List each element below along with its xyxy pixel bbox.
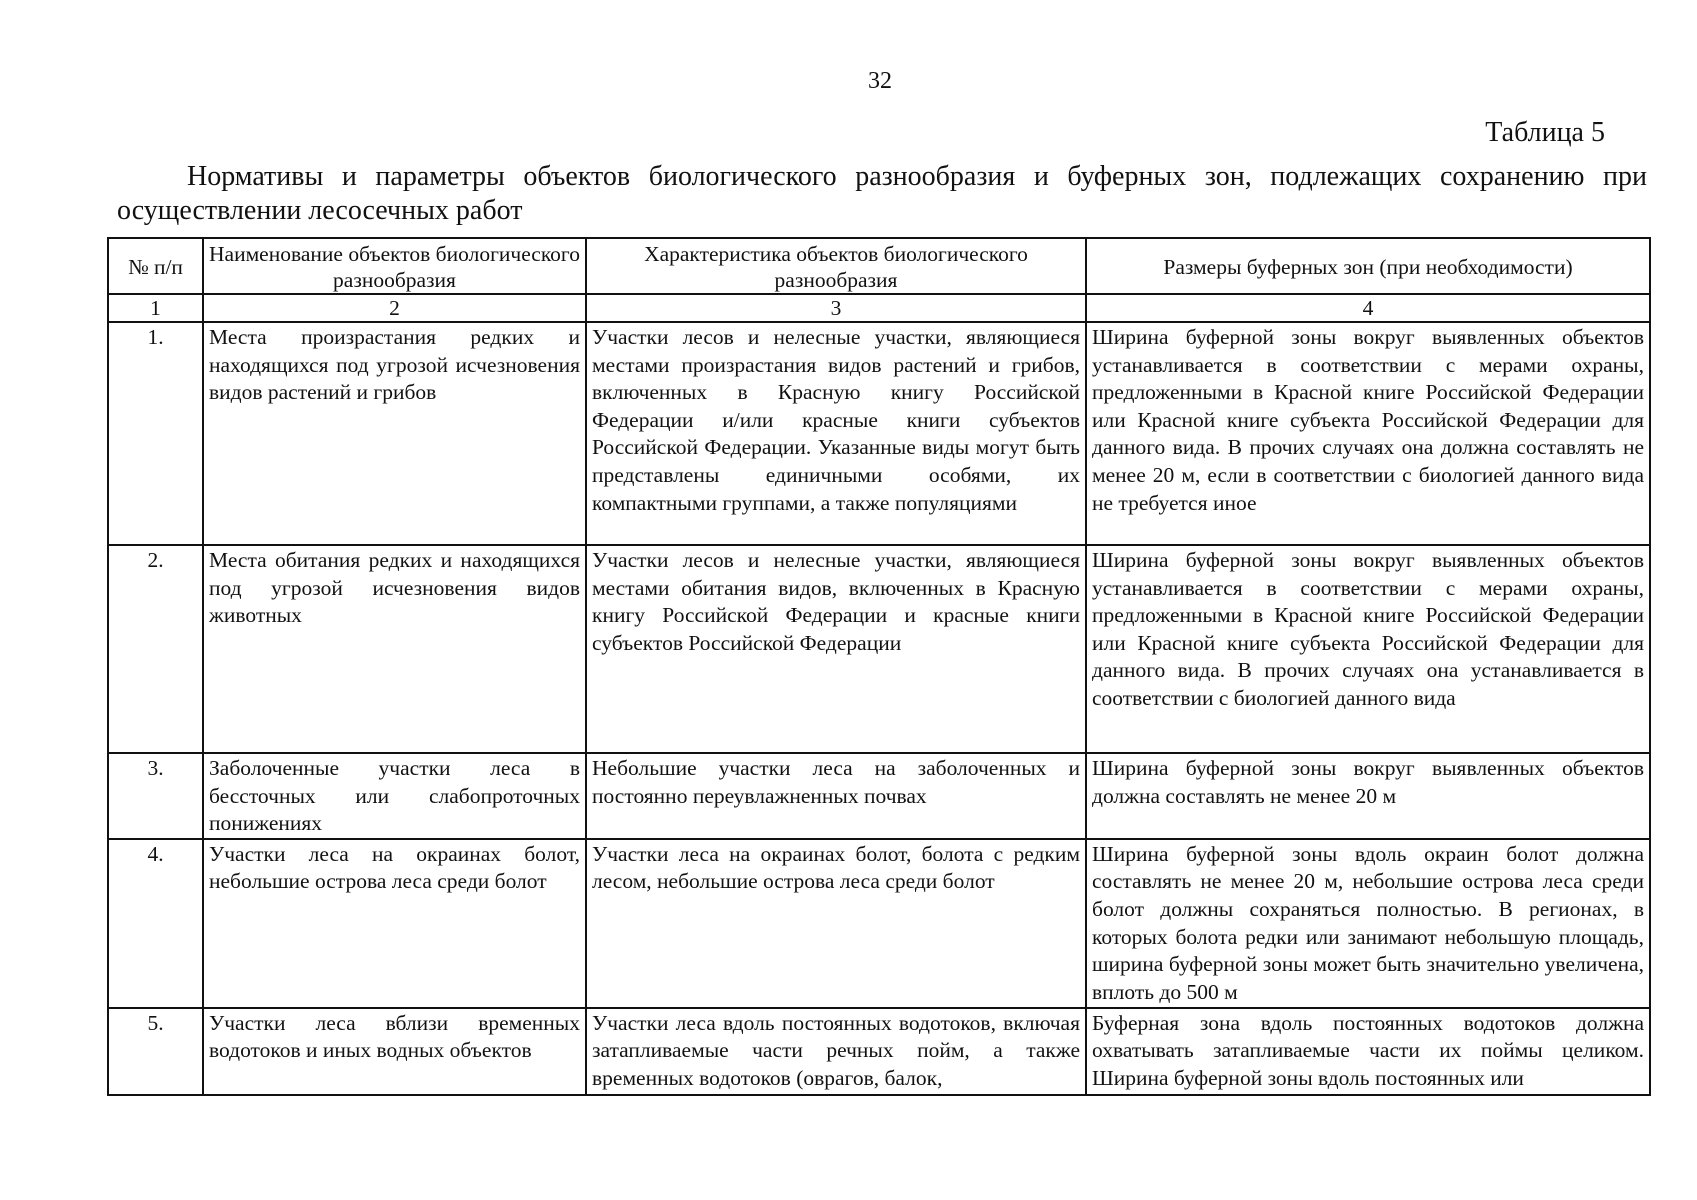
table-label: Таблица 5 (1485, 117, 1605, 148)
column-number: 3 (586, 294, 1086, 322)
object-characteristic: Участки лесов и нелесные участки, являющиеся местами произрастания видов растений и грибов, включенных в Красную книгу Российской Федерации и/или красные книги субъектов Российской Федерации. Указанные виды могут быть представлены единичными особями, их компактными группами, а также популяциями (586, 322, 1086, 545)
header-buffer-size: Размеры буферных зон (при необходимости) (1086, 238, 1650, 294)
norms-table (107, 237, 1651, 1096)
column-numbers-row (108, 294, 1650, 322)
object-characteristic: Небольшие участки леса на заболоченных и постоянно переувлажненных почвах (586, 753, 1086, 839)
buffer-zone-size-text: Буферная зона вдоль постоянных водотоков должна охватывать затапливаемые части их поймы целиком. Ширина буферной зоны вдоль постоянных или (1092, 1010, 1644, 1090)
buffer-zone-size: Ширина буферной зоны вокруг выявленных объектов устанавливается в соответствии с мерами охраны, предложенными в Красной книге Российской Федерации или Красной книге субъекта Российской Федерации для данного вида. В прочих случаях она должна составлять не менее 20 м, если в соответствии с биологией данного вида не требуется иное (1086, 322, 1650, 545)
object-name: Заболоченные участки леса в бессточных или слабопроточных понижениях (203, 753, 586, 839)
column-number: 4 (1086, 294, 1650, 322)
object-characteristic: Участки леса на окраинах болот, болота с редким лесом, небольшие острова леса среди болот (586, 839, 1086, 1008)
object-name: Участки леса вблизи временных водотоков и иных водных объектов (203, 1008, 586, 1095)
row-number: 5. (108, 1008, 203, 1095)
document-title: Нормативы и параметры объектов биологического разнообразия и буферных зон, подлежащих сохранению при осуществлении лесосечных работ (117, 161, 1647, 226)
object-characteristic (586, 1008, 1086, 1095)
column-number: 2 (203, 294, 586, 322)
object-name: Места обитания редких и находящихся под угрозой исчезновения видов животных (203, 545, 586, 753)
buffer-zone-size: Ширина буферной зоны вдоль окраин болот должна составлять не менее 20 м, небольшие острова леса среди болот должны сохраняться полностью. В регионах, в которых болота редки или занимают небольшую площадь, ширина буферной зоны может быть значительно увеличена, вплоть до 500 м (1086, 839, 1650, 1008)
row-number: 3. (108, 753, 203, 839)
buffer-zone-size: Ширина буферной зоны вокруг выявленных объектов должна составлять не менее 20 м (1086, 753, 1650, 839)
row-number: 1. (108, 322, 203, 545)
header-characteristic: Характеристика объектов биологического разнообразия (586, 238, 1086, 294)
column-number: 1 (108, 294, 203, 322)
table-row (108, 545, 1650, 753)
row-number: 4. (108, 839, 203, 1008)
object-characteristic-text: Участки леса вдоль постоянных водотоков, включая затапливаемые части речных пойм, а также временных водотоков (оврагов, балок, (592, 1010, 1080, 1090)
buffer-zone-size: Ширина буферной зоны вокруг выявленных объектов устанавливается в соответствии с мерами охраны, предложенными в Красной книге Российской Федерации или Красной книге субъекта Российской Федерации для данного вида. В прочих случаях она устанавливается в соответствии с биологией данного вида (1086, 545, 1650, 753)
table-row (108, 753, 1650, 839)
page-number: 32 (868, 68, 892, 94)
header-name: Наименование объектов биологического разнообразия (203, 238, 586, 294)
object-characteristic: Участки лесов и нелесные участки, являющиеся местами обитания видов, включенных в Красную книгу Российской Федерации и красные книги субъектов Российской Федерации (586, 545, 1086, 753)
table-row (108, 1008, 1650, 1095)
table-row (108, 322, 1650, 545)
table-header (108, 238, 1650, 294)
object-name: Места произрастания редких и находящихся под угрозой исчезновения видов растений и грибов (203, 322, 586, 545)
buffer-zone-size (1086, 1008, 1650, 1095)
object-name: Участки леса на окраинах болот, небольшие острова леса среди болот (203, 839, 586, 1008)
header-number: № п/п (108, 238, 203, 294)
table-row (108, 839, 1650, 1008)
row-number: 2. (108, 545, 203, 753)
